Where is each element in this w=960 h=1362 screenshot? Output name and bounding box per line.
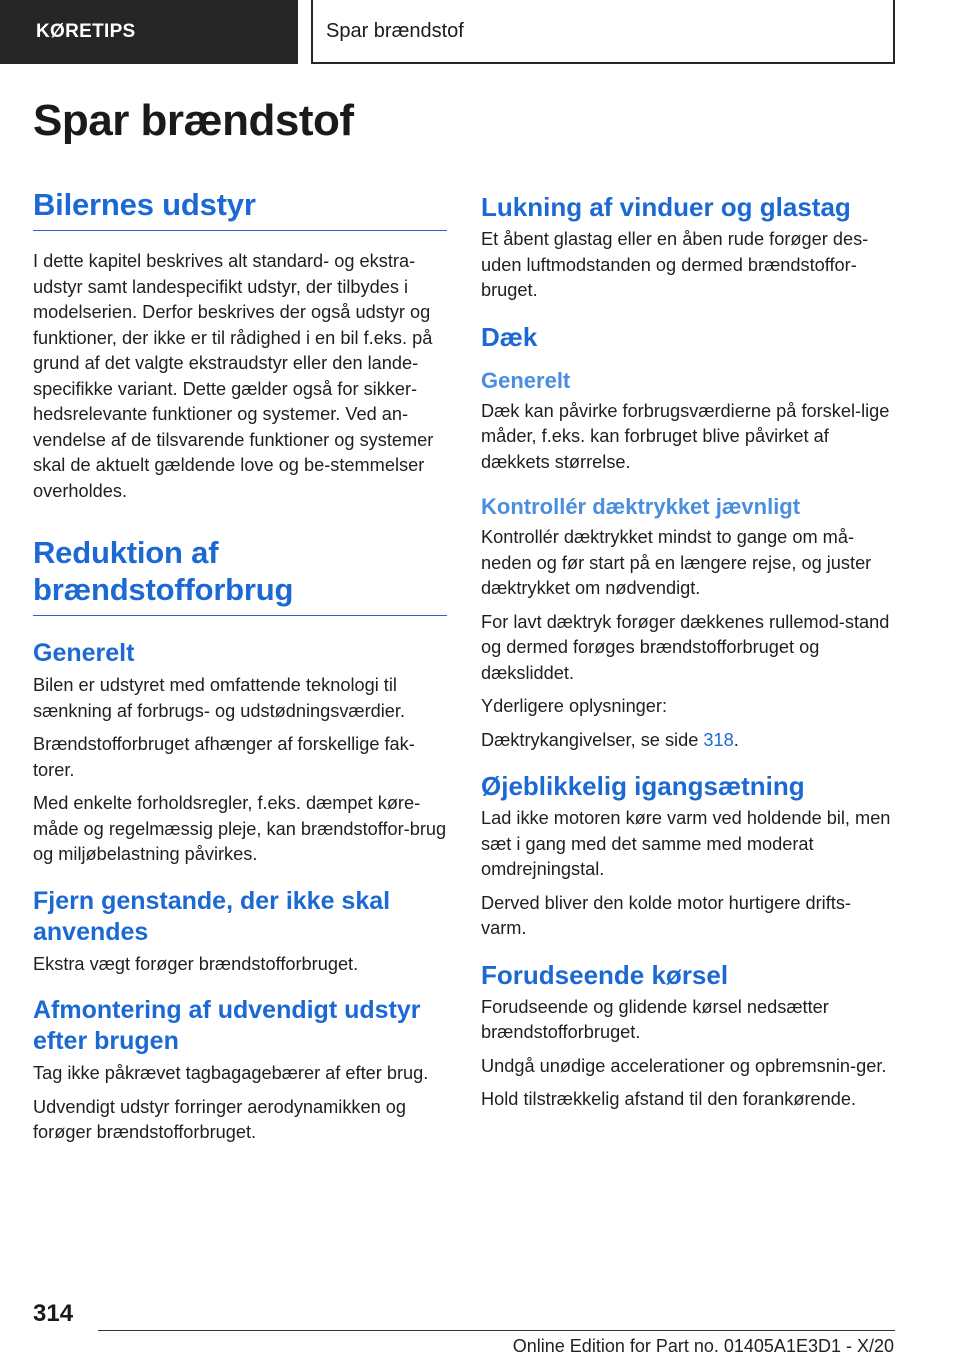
paragraph <box>481 728 895 754</box>
topic-label: Spar brændstof <box>326 19 464 42</box>
subheading-generelt: Generelt <box>481 367 571 393</box>
heading-generelt: Generelt <box>33 639 135 667</box>
edition-note: Online Edition for Part no. 01405A1E3D1 - X/20 <box>512 1336 894 1356</box>
paragraph: I dette kapitel beskrives alt standard- og ekstra-udstyr samt landespecifikt udstyr, der tilbydes i modelserien. Derfor beskrives der også udstyr og funktioner, der ikke er til rådighed i en bil f.eks. på grund af det valgte ekstraudstyr eller den lande-specifikke variant. Dette gælder også for sikker-hedsrelevante funktioner og systemer. Ved an-vendelse af de tilsvarende funktioner og systemer skal de aktuelt gældende love og be-stemmelser overholdes. <box>33 251 434 501</box>
subheading-kontroller: Kontrollér dæktrykket jævnligt <box>481 494 801 519</box>
paragraph: Tag ikke påkrævet tagbagagebærer af efter brug. <box>33 1063 429 1083</box>
footer-divider <box>98 1330 895 1331</box>
paragraph: Lad ikke motoren køre varm ved holdende bil, men sæt i gang med det samme med moderat omdrejningstal. <box>481 808 891 879</box>
paragraph: Med enkelte forholdsregler, f.eks. dæmpet køre-måde og regelmæssig pleje, kan brændstoffor-brug og miljøbelastning påvirkes. <box>33 793 447 864</box>
heading-daek: Dæk <box>481 321 538 352</box>
paragraph: For lavt dæktryk forøger dækkenes rullemod-stand og dermed forøges brændstofforbruget og dæksliddet. <box>481 611 890 683</box>
paragraph: Bilen er udstyret med omfattende teknologi til sænkning af forbrugs- og udstødningsværdier. <box>33 675 406 721</box>
page-number: 314 <box>33 1300 74 1327</box>
ref-suffix: . <box>733 729 739 750</box>
heading-fjern-genstande: Fjern genstande, der ikke skal anvendes <box>33 886 391 946</box>
paragraph: Derved bliver den kolde motor hurtigere drifts-varm. <box>481 892 851 938</box>
heading-afmontering: Afmontering af udvendigt udstyr efter brugen <box>33 996 421 1055</box>
paragraph: Kontrollér dæktrykket mindst to gange om må-neden og før start på en længere rejse, og juster dæktrykket om nødvendigt. <box>481 527 872 598</box>
paragraph: Hold tilstrækkelig afstand til den forankørende. <box>481 1089 857 1109</box>
paragraph: Brændstofforbruget afhænger af forskellige fak-torer. <box>33 734 415 780</box>
heading-forudseende: Forudseende kørsel <box>481 959 729 990</box>
topic-tab <box>311 0 895 64</box>
paragraph: Yderligere oplysninger: <box>481 696 668 716</box>
paragraph: Ekstra vægt forøger brændstofforbruget. <box>33 953 359 974</box>
ref-text: Dæktrykangivelser, se side <box>481 729 704 750</box>
heading-lukning: Lukning af vinduer og glastag <box>481 192 851 222</box>
heading-reduktion: Reduktion af brændstofforbrug <box>33 534 447 616</box>
page-link-318[interactable]: 318 <box>703 729 734 750</box>
heading-bilernes-udstyr: Bilernes udstyr <box>33 186 447 231</box>
section-tab <box>0 0 298 64</box>
paragraph: Undgå unødige accelerationer og opbremsnin-ger. <box>481 1055 887 1076</box>
paragraph: Dæk kan påvirke forbrugsværdierne på forskel-lige måder, f.eks. kan forbruget blive påvirket af dækkets størrelse. <box>481 400 890 472</box>
paragraph: Forudseende og glidende kørsel nedsætter brændstofforbruget. <box>481 996 829 1042</box>
page-title: Spar brændstof <box>33 96 354 145</box>
left-column <box>33 186 447 1154</box>
paragraph: Udvendigt udstyr forringer aerodynamikken og forøger brændstofforbruget. <box>33 1096 407 1142</box>
paragraph: Et åbent glastag eller en åben rude forøger des-uden luftmodstanden og dermed brændstoffor-bruget. <box>481 229 869 300</box>
heading-ojeblikkelig: Øjeblikkelig igangsætning <box>481 771 805 801</box>
right-column <box>481 186 895 1121</box>
section-label: KØRETIPS <box>36 21 136 42</box>
